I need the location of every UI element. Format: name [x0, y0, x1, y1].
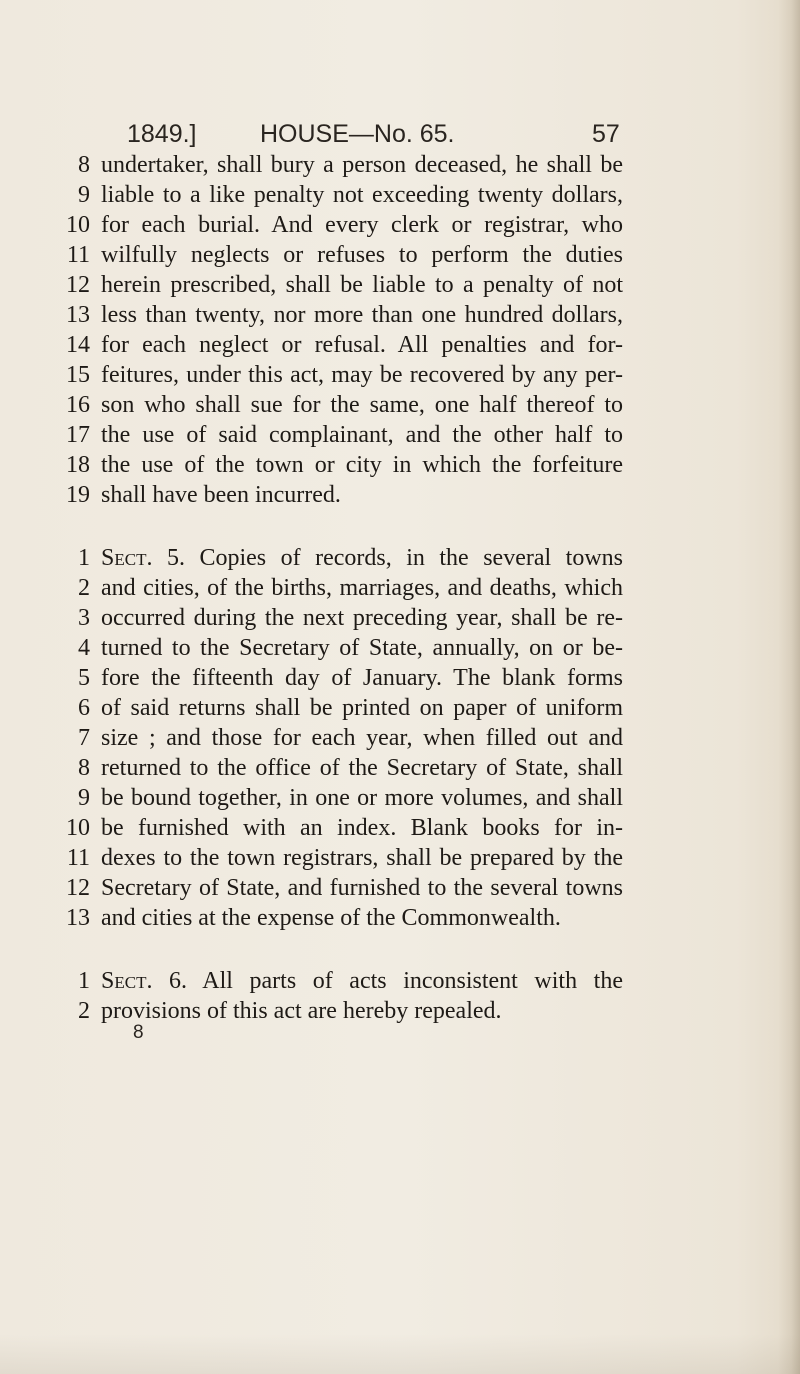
line-number: 13 — [66, 905, 90, 931]
line-number: 7 — [78, 725, 90, 751]
line-text: for each burial. And every clerk or registrar, who — [101, 212, 623, 238]
text-line — [0, 873, 800, 903]
line-number: 10 — [66, 212, 90, 238]
text-line — [0, 180, 800, 210]
line-text: feitures, under this act, may be recovered by any per- — [101, 362, 623, 388]
line-number: 12 — [66, 272, 90, 298]
line-number: 6 — [78, 695, 90, 721]
text-line — [0, 693, 800, 723]
line-text: of said returns shall be printed on paper of uniform — [101, 695, 623, 721]
line-text: fore the fifteenth day of January. The blank forms — [101, 665, 623, 691]
line-text: wilfully neglects or refuses to perform the duties — [101, 242, 623, 268]
line-number: 5 — [78, 665, 90, 691]
header-page-number: 57 — [592, 120, 620, 148]
text-line — [0, 240, 800, 270]
line-number: 15 — [66, 362, 90, 388]
line-number: 17 — [66, 422, 90, 448]
line-text: and cities at the expense of the Commonwealth. — [101, 905, 561, 931]
text-line — [0, 330, 800, 360]
line-number: 9 — [78, 785, 90, 811]
line-number: 19 — [66, 482, 90, 508]
text-line — [0, 813, 800, 843]
line-text: Secretary of State, and furnished to the several towns — [101, 875, 623, 901]
header-year: 1849.] — [127, 120, 197, 148]
text-line — [0, 603, 800, 633]
text-line — [0, 753, 800, 783]
line-text: for each neglect or refusal. All penalties and for- — [101, 332, 623, 358]
text-line — [0, 543, 800, 573]
line-text: size ; and those for each year, when filled out and — [101, 725, 623, 751]
text-line — [0, 966, 800, 996]
header-title: HOUSE—No. 65. — [260, 120, 455, 148]
line-text: provisions of this act are hereby repealed. — [101, 998, 502, 1024]
text-line — [0, 210, 800, 240]
text-line — [0, 663, 800, 693]
line-text: liable to a like penalty not exceeding twenty dollars, — [101, 182, 623, 208]
page-bottom-shadow — [0, 1334, 800, 1374]
line-text: son who shall sue for the same, one half thereof to — [101, 392, 623, 418]
line-number: 12 — [66, 875, 90, 901]
text-line — [0, 480, 800, 510]
line-text-with-section — [101, 966, 623, 996]
line-text: dexes to the town registrars, shall be prepared by the — [101, 845, 623, 871]
text-line — [0, 996, 800, 1026]
line-number: 2 — [78, 998, 90, 1024]
line-number: 4 — [78, 635, 90, 661]
text-line — [0, 573, 800, 603]
line-number: 10 — [66, 815, 90, 841]
line-text: Copies of records, in the several towns — [199, 545, 623, 571]
line-text: be furnished with an index. Blank books for in- — [101, 815, 623, 841]
line-text: be bound together, in one or more volumes, and shall — [101, 785, 623, 811]
text-line — [0, 270, 800, 300]
line-number: 3 — [78, 605, 90, 631]
section-label: Sect. 5. — [101, 545, 185, 571]
text-line — [0, 150, 800, 180]
text-line — [0, 723, 800, 753]
line-number: 11 — [66, 845, 90, 871]
line-number: 14 — [66, 332, 90, 358]
line-text: undertaker, shall bury a person deceased, he shall be — [101, 152, 623, 178]
line-number: 16 — [66, 392, 90, 418]
text-line — [0, 300, 800, 330]
text-line — [0, 903, 800, 933]
line-text: and cities, of the births, marriages, and deaths, which — [101, 575, 623, 601]
line-number: 2 — [78, 575, 90, 601]
text-line — [0, 390, 800, 420]
text-line — [0, 843, 800, 873]
section-label: Sect. 6. — [101, 968, 188, 994]
line-text: All parts of acts inconsistent with the — [202, 968, 623, 994]
text-line — [0, 450, 800, 480]
line-text: herein prescribed, shall be liable to a penalty of not — [101, 272, 623, 298]
line-text: turned to the Secretary of State, annually, on or be- — [101, 635, 623, 661]
line-text: returned to the office of the Secretary of State, shall — [101, 755, 623, 781]
line-text: shall have been incurred. — [101, 482, 341, 508]
line-text: occurred during the next preceding year, shall be re- — [101, 605, 623, 631]
line-number: 8 — [78, 755, 90, 781]
text-line — [0, 420, 800, 450]
line-number: 13 — [66, 302, 90, 328]
line-number: 9 — [78, 182, 90, 208]
line-text-with-section — [101, 543, 623, 573]
line-number: 11 — [66, 242, 90, 268]
line-text: the use of said complainant, and the other half to — [101, 422, 623, 448]
line-number: 1 — [78, 545, 90, 571]
text-line — [0, 633, 800, 663]
text-line — [0, 783, 800, 813]
line-text: less than twenty, nor more than one hundred dollars, — [101, 302, 623, 328]
line-number: 18 — [66, 452, 90, 478]
line-number: 8 — [78, 152, 90, 178]
signature-mark: 8 — [133, 1022, 144, 1043]
line-number: 1 — [78, 968, 90, 994]
text-line — [0, 360, 800, 390]
line-text: the use of the town or city in which the forfeiture — [101, 452, 623, 478]
